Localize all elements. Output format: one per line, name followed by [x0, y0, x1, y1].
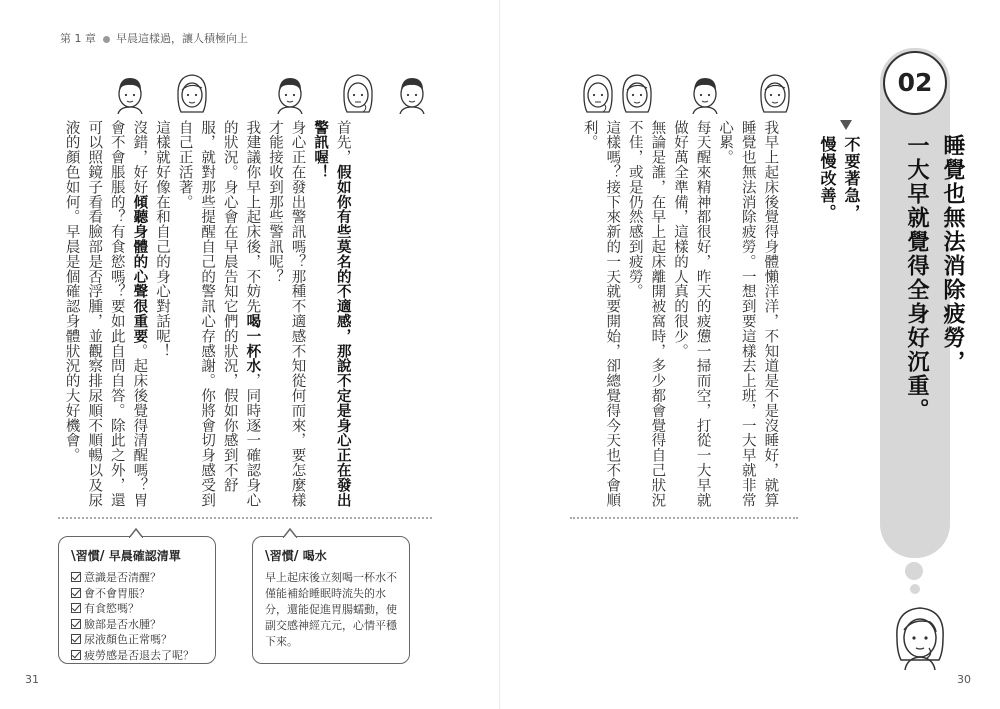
habit-title-prefix: 習慣: [75, 549, 100, 563]
man-avatar-icon: [685, 72, 725, 114]
emphasis-text: 傾聽身體的心聲很重要: [131, 194, 148, 344]
box-notch: [283, 528, 297, 538]
body-line: 無論是誰，在早上起床離開被窩時，多少都會覺得自己狀況: [649, 120, 666, 508]
section-number: 02: [883, 51, 947, 115]
bubble-tail-small: [910, 584, 920, 594]
checklist-item-label: 疲勞感是否退去了呢？: [84, 648, 194, 662]
emphasis-text: 假如你有些莫名的不適感，那說不定是身心正在發出: [334, 164, 351, 508]
page-number-left: 31: [25, 673, 39, 686]
subhead-text: [815, 136, 863, 221]
book-spine: [499, 0, 501, 709]
left-page-body: [60, 120, 354, 507]
divider-dotted: [570, 517, 798, 519]
woman-avatar-icon: [172, 72, 212, 114]
body-text: 。起床後覺得清醒嗎？胃: [131, 343, 148, 508]
body-line: [241, 120, 264, 507]
checklist-item: [71, 632, 203, 648]
woman-thinking-avatar-icon: [338, 72, 378, 114]
chapter-title: 早晨這樣過，讓人積極向上: [116, 32, 248, 45]
body-line: 可以照鏡子看看臉部是否浮腫，並觀察排尿順不順暢以及尿: [86, 120, 103, 508]
subhead-line1: 不要著急，: [842, 136, 861, 221]
checkbox-checked-icon: [71, 588, 81, 598]
habit-text: 早上起床後立刻喝一杯水不僅能補給睡眠時流失的水分，還能促進胃腸蠕動，使副交感神經亢元，心情平穩下來。: [265, 571, 397, 648]
habit-title-label: 喝水: [302, 549, 327, 563]
running-header: [60, 30, 248, 46]
body-line: 液的顏色如何。早晨是個確認身體狀況的大好機會。: [63, 120, 80, 463]
checklist-item: [71, 617, 203, 633]
habit-title: \習慣/ 喝水: [265, 549, 327, 564]
triangle-marker-icon: [840, 120, 852, 130]
checkbox-checked-icon: [71, 619, 81, 629]
bullet-icon: [103, 36, 110, 43]
section-title-line2: 一大早就覺得全身好沉重。: [904, 134, 929, 422]
body-line: 自己正活著。: [176, 120, 193, 210]
checklist-item-label: 尿液顏色正常嗎？: [84, 633, 172, 646]
body-line: 做好萬全準備，這樣的人真的很少。: [671, 120, 688, 359]
body-line: 的狀況。身心會在早晨告知它們的狀況，假如你感到不舒: [221, 120, 238, 493]
body-line: 每天醒來精神都很好，昨天的疲憊一掃而空，打從一大早就: [694, 120, 711, 508]
body-text: 首先，: [334, 120, 351, 165]
body-line: 服，就對那些提醒自己的警訊心存感謝。你將會切身感受到: [199, 120, 216, 508]
body-line: 睡覺也無法消除疲勞。一想到要這樣去上班，一大早就非常: [739, 120, 756, 508]
checklist-item: [71, 648, 203, 664]
woman-avatar-icon: [755, 72, 795, 114]
body-line: 利。: [581, 120, 598, 150]
habit-title-prefix: 習慣: [269, 549, 294, 563]
body-line: [309, 120, 332, 507]
section-title: [898, 134, 970, 422]
emphasis-text: 警訊喔！: [312, 120, 329, 180]
body-text: 我建議你早上起床後，不妨先: [244, 120, 261, 314]
habit-title: \習慣/ 早晨確認清單: [71, 549, 181, 564]
page-number-right: 30: [957, 673, 971, 686]
habit-title-label: 早晨確認清單: [108, 549, 181, 563]
checklist-item: [71, 601, 203, 617]
checklist-item-label: 會不會胃脹？: [84, 586, 150, 600]
section-title-bubble: [880, 48, 965, 558]
section-title-line1: 睡覺也無法消除疲勞，: [940, 134, 965, 374]
emphasis-text: 喝一杯水: [244, 313, 261, 374]
checkbox-checked-icon: [71, 603, 81, 613]
man-avatar-icon: [392, 72, 432, 114]
body-text: 沒錯，好好: [131, 120, 148, 195]
body-line: [128, 120, 151, 507]
bubble-tail: [905, 562, 923, 580]
checkbox-checked-icon: [71, 650, 81, 660]
habit-box-water: [252, 536, 410, 664]
habit-box-checklist: [58, 536, 216, 664]
man-avatar-icon: [110, 72, 150, 114]
body-line: 心累。: [717, 120, 734, 165]
woman-thinking-avatar-icon: [578, 72, 618, 114]
woman-avatar-icon: [617, 72, 657, 114]
checkbox-checked-icon: [71, 634, 81, 644]
checklist-item: [71, 570, 203, 586]
box-notch: [129, 528, 143, 538]
divider-dotted: [58, 517, 432, 519]
checklist-item: [71, 586, 203, 602]
body-line: [331, 120, 354, 507]
subhead-line2: 慢慢改善。: [818, 136, 837, 221]
body-line: 不佳，或是仍然感到疲勞。: [626, 120, 643, 299]
checklist-item-label: 意識是否清醒？: [84, 571, 161, 584]
man-avatar-icon: [270, 72, 310, 114]
body-line: 這樣就好像在和自己的身心對話呢！: [153, 120, 170, 359]
checklist-item-label: 有食慾嗎？: [84, 602, 139, 615]
right-page-body: [578, 120, 781, 507]
body-line: 這樣嗎？接下來新的一天就要開始，卻總覺得今天也不會順: [604, 120, 621, 508]
body-line: 我早上起床後覺得身體懶洋洋，不知道是不是沒睡好，就算: [762, 120, 779, 508]
woman-thinking-illustration: [885, 600, 955, 670]
body-line: 才能接收到那些警訊呢？: [266, 120, 283, 284]
chapter-label: 第 1 章: [60, 32, 96, 45]
body-line: 身心正在發出警訊嗎？那種不適感不知從何而來，要怎麼樣: [289, 120, 306, 508]
checkbox-checked-icon: [71, 572, 81, 582]
body-text: ，同時逐一確認身心: [244, 373, 261, 508]
checklist-item-label: 臉部是否水腫？: [84, 617, 161, 631]
body-line: 會不會脹脹的？有食慾嗎？要如此自問自答。除此之外，還: [108, 120, 125, 508]
